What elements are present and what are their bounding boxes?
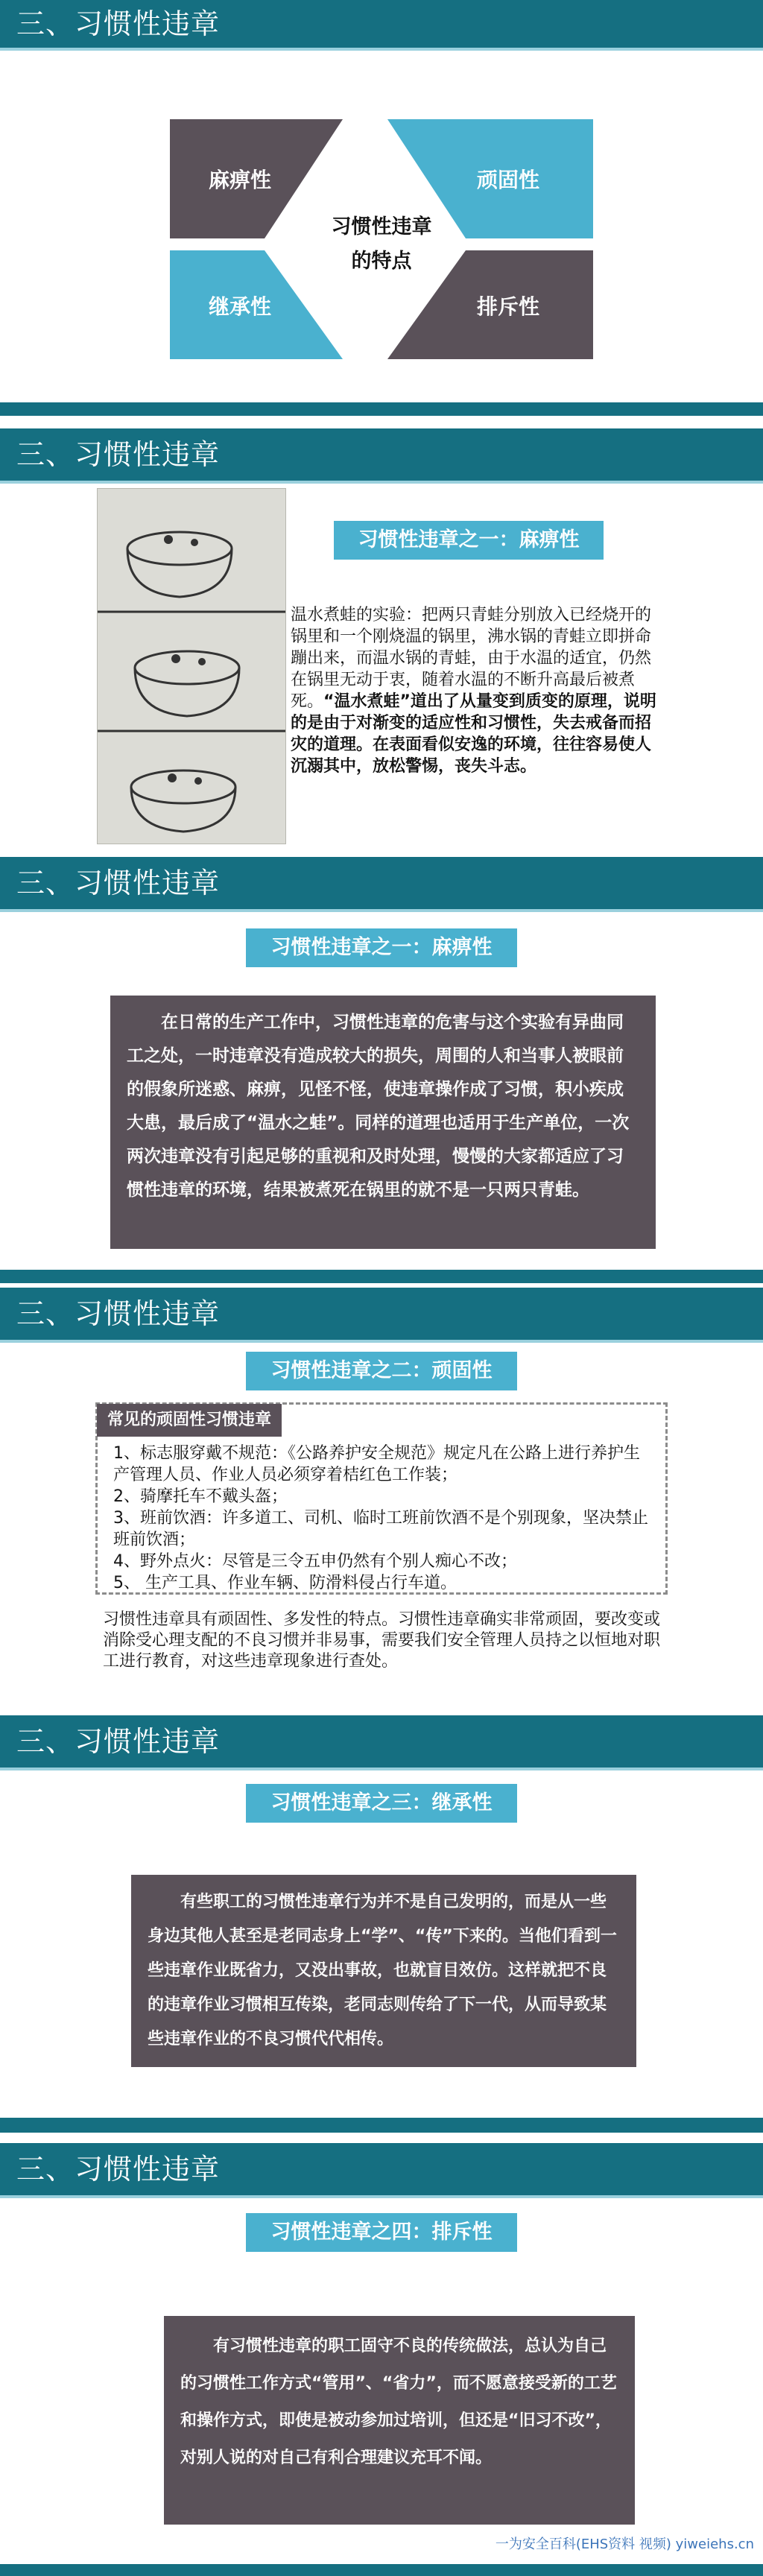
section-title: 三、习惯性违章 xyxy=(16,7,221,40)
badge-stubbornness: 习惯性违章之二：顽固性 xyxy=(246,1352,517,1390)
frog-experiment-normal: 温水煮蛙的实验：把两只青蛙分别放入已经烧开的 锅里和一个刚烧温的锅里，沸水锅的青蛙立即拼命 蹦出来，而温水锅的青蛙，由于水温的适宜，仍然在锅里无动于衷，随着水温的不断升高最后被煮死。 xyxy=(291,606,668,711)
tile-label-stubbornness: 顽固性 xyxy=(477,168,540,192)
list-item: 3、班前饮酒：许多道工、司机、临时工班前饮酒不是个别现象，坚决禁止班前饮酒； xyxy=(113,1509,648,1549)
header-underline xyxy=(0,48,763,51)
tile-label-numbness: 麻痹性 xyxy=(209,168,272,192)
section-title: 三、习惯性违章 xyxy=(16,438,221,471)
header-underline xyxy=(0,1768,763,1770)
list-item: 1、标志服穿戴不规范：《公路养护安全规范》规定凡在公路上进行养护生产管理人员、作业人员必须穿着桔红色工作装； xyxy=(113,1444,640,1484)
slide-characteristics xyxy=(0,0,763,416)
watermark-link[interactable]: 一为安全百科(EHS资料 视频) yiweiehs.cn xyxy=(495,2537,754,2552)
header-underline xyxy=(0,1340,763,1343)
slide-header xyxy=(0,857,763,909)
center-label: 习惯性违章 的特点 xyxy=(331,215,432,273)
tile-label-inheritance: 继承性 xyxy=(209,294,272,319)
badge-numbness: 习惯性违章之一：麻痹性 xyxy=(246,928,517,967)
slide-footer-bar xyxy=(0,402,763,416)
badge-numbness: 习惯性违章之一：麻痹性 xyxy=(334,521,604,560)
tile-label-exclusion: 排斥性 xyxy=(477,294,540,319)
frog-experiment-text xyxy=(291,604,667,777)
slide-header xyxy=(0,0,763,48)
slide-header xyxy=(0,1715,763,1768)
header-underline xyxy=(0,2195,763,2198)
section-title: 三、习惯性违章 xyxy=(16,867,221,899)
list-item: 4、野外点火：尽管是三令五申仍然有个别人痴心不改； xyxy=(113,1552,517,1571)
list-item: 5、 生产工具、作业车辆、防滑料侵占行车道。 xyxy=(113,1574,457,1592)
slide-exclusion xyxy=(0,2143,763,2576)
badge-exclusion: 习惯性违章之四：排斥性 xyxy=(246,2213,517,2252)
slide-inheritance xyxy=(0,1715,763,2133)
slide-numbness-frog xyxy=(0,428,763,853)
frog-experiment-bold: “温水煮蛙”道出了从量变到质变的原理，说明的是由于对渐变的适应性和习惯性，失去戒备而招灾的道理。在表面看似安逸的环境，往往容易使人沉溺其中，放松警惕，丧失斗志。 xyxy=(291,692,656,776)
section-title: 三、习惯性违章 xyxy=(16,1725,221,1758)
common-violations-tag: 常见的顽固性习惯违章 xyxy=(97,1404,282,1437)
frog-pot-illustration xyxy=(98,489,285,844)
list-item: 2、骑摩托车不戴头盔； xyxy=(113,1487,288,1506)
slide-header xyxy=(0,2143,763,2195)
inheritance-body: 有些职工的习惯性违章行为并不是自己发明的，而是从一些身边其他人甚至是老同志身上“学”、“传”下来的。当他们看到一些违章作业既省力，又没出事故，也就盲目效仿。这样就把不良的违章作业习惯相互传染，老同志则传给了下一代，从而导致某些违章作业的不良习惯代代相传。 xyxy=(131,1875,636,2067)
badge-inheritance: 习惯性违章之三：继承性 xyxy=(246,1784,517,1823)
slide-footer-bar xyxy=(0,2564,763,2576)
slide-stubbornness xyxy=(0,1288,763,1709)
numbness-body: 在日常的生产工作中，习惯性违章的危害与这个实验有异曲同工之处，一时违章没有造成较大的损失，周围的人和当事人被眼前的假象所迷惑、麻痹，见怪不怪，使违章操作成了习惯，积小疾成大患，最后成了“温水之蛙”。同样的道理也适用于生产单位，一次两次违章没有引起足够的重视和及时处理，慢慢的大家都适应了习惯性违章的环境，结果被煮死在锅里的就不是一只两只青蛙。 xyxy=(110,996,656,1249)
header-underline xyxy=(0,481,763,484)
slide-header xyxy=(0,1288,763,1340)
exclusion-body: 有习惯性违章的职工固守不良的传统做法，总认为自己的习惯性工作方式“管用”、“省力”，而不愿意接受新的工艺和操作方式，即使是被动参加过培训，但还是“旧习不改”，对别人说的对自己有利合理建议充耳不闻。 xyxy=(164,2316,635,2525)
stubbornness-summary: 习惯性违章具有顽固性、多发性的特点。习惯性违章确实非常顽固，要改变或消除受心理支配的不良习惯并非易事，需要我们安全管理人员持之以恒地对职工进行教育，对这些违章现象进行查处。 xyxy=(103,1610,661,1671)
slide-numbness-explain xyxy=(0,857,763,1283)
header-underline xyxy=(0,909,763,912)
frog-cartoon-image xyxy=(97,488,286,844)
slide-header xyxy=(0,428,763,481)
section-title: 三、习惯性违章 xyxy=(16,1297,221,1330)
section-title: 三、习惯性违章 xyxy=(16,2153,221,2186)
slide-footer-bar xyxy=(0,1270,763,1283)
violations-list xyxy=(113,1443,656,1594)
slide-footer-bar xyxy=(0,2118,763,2133)
